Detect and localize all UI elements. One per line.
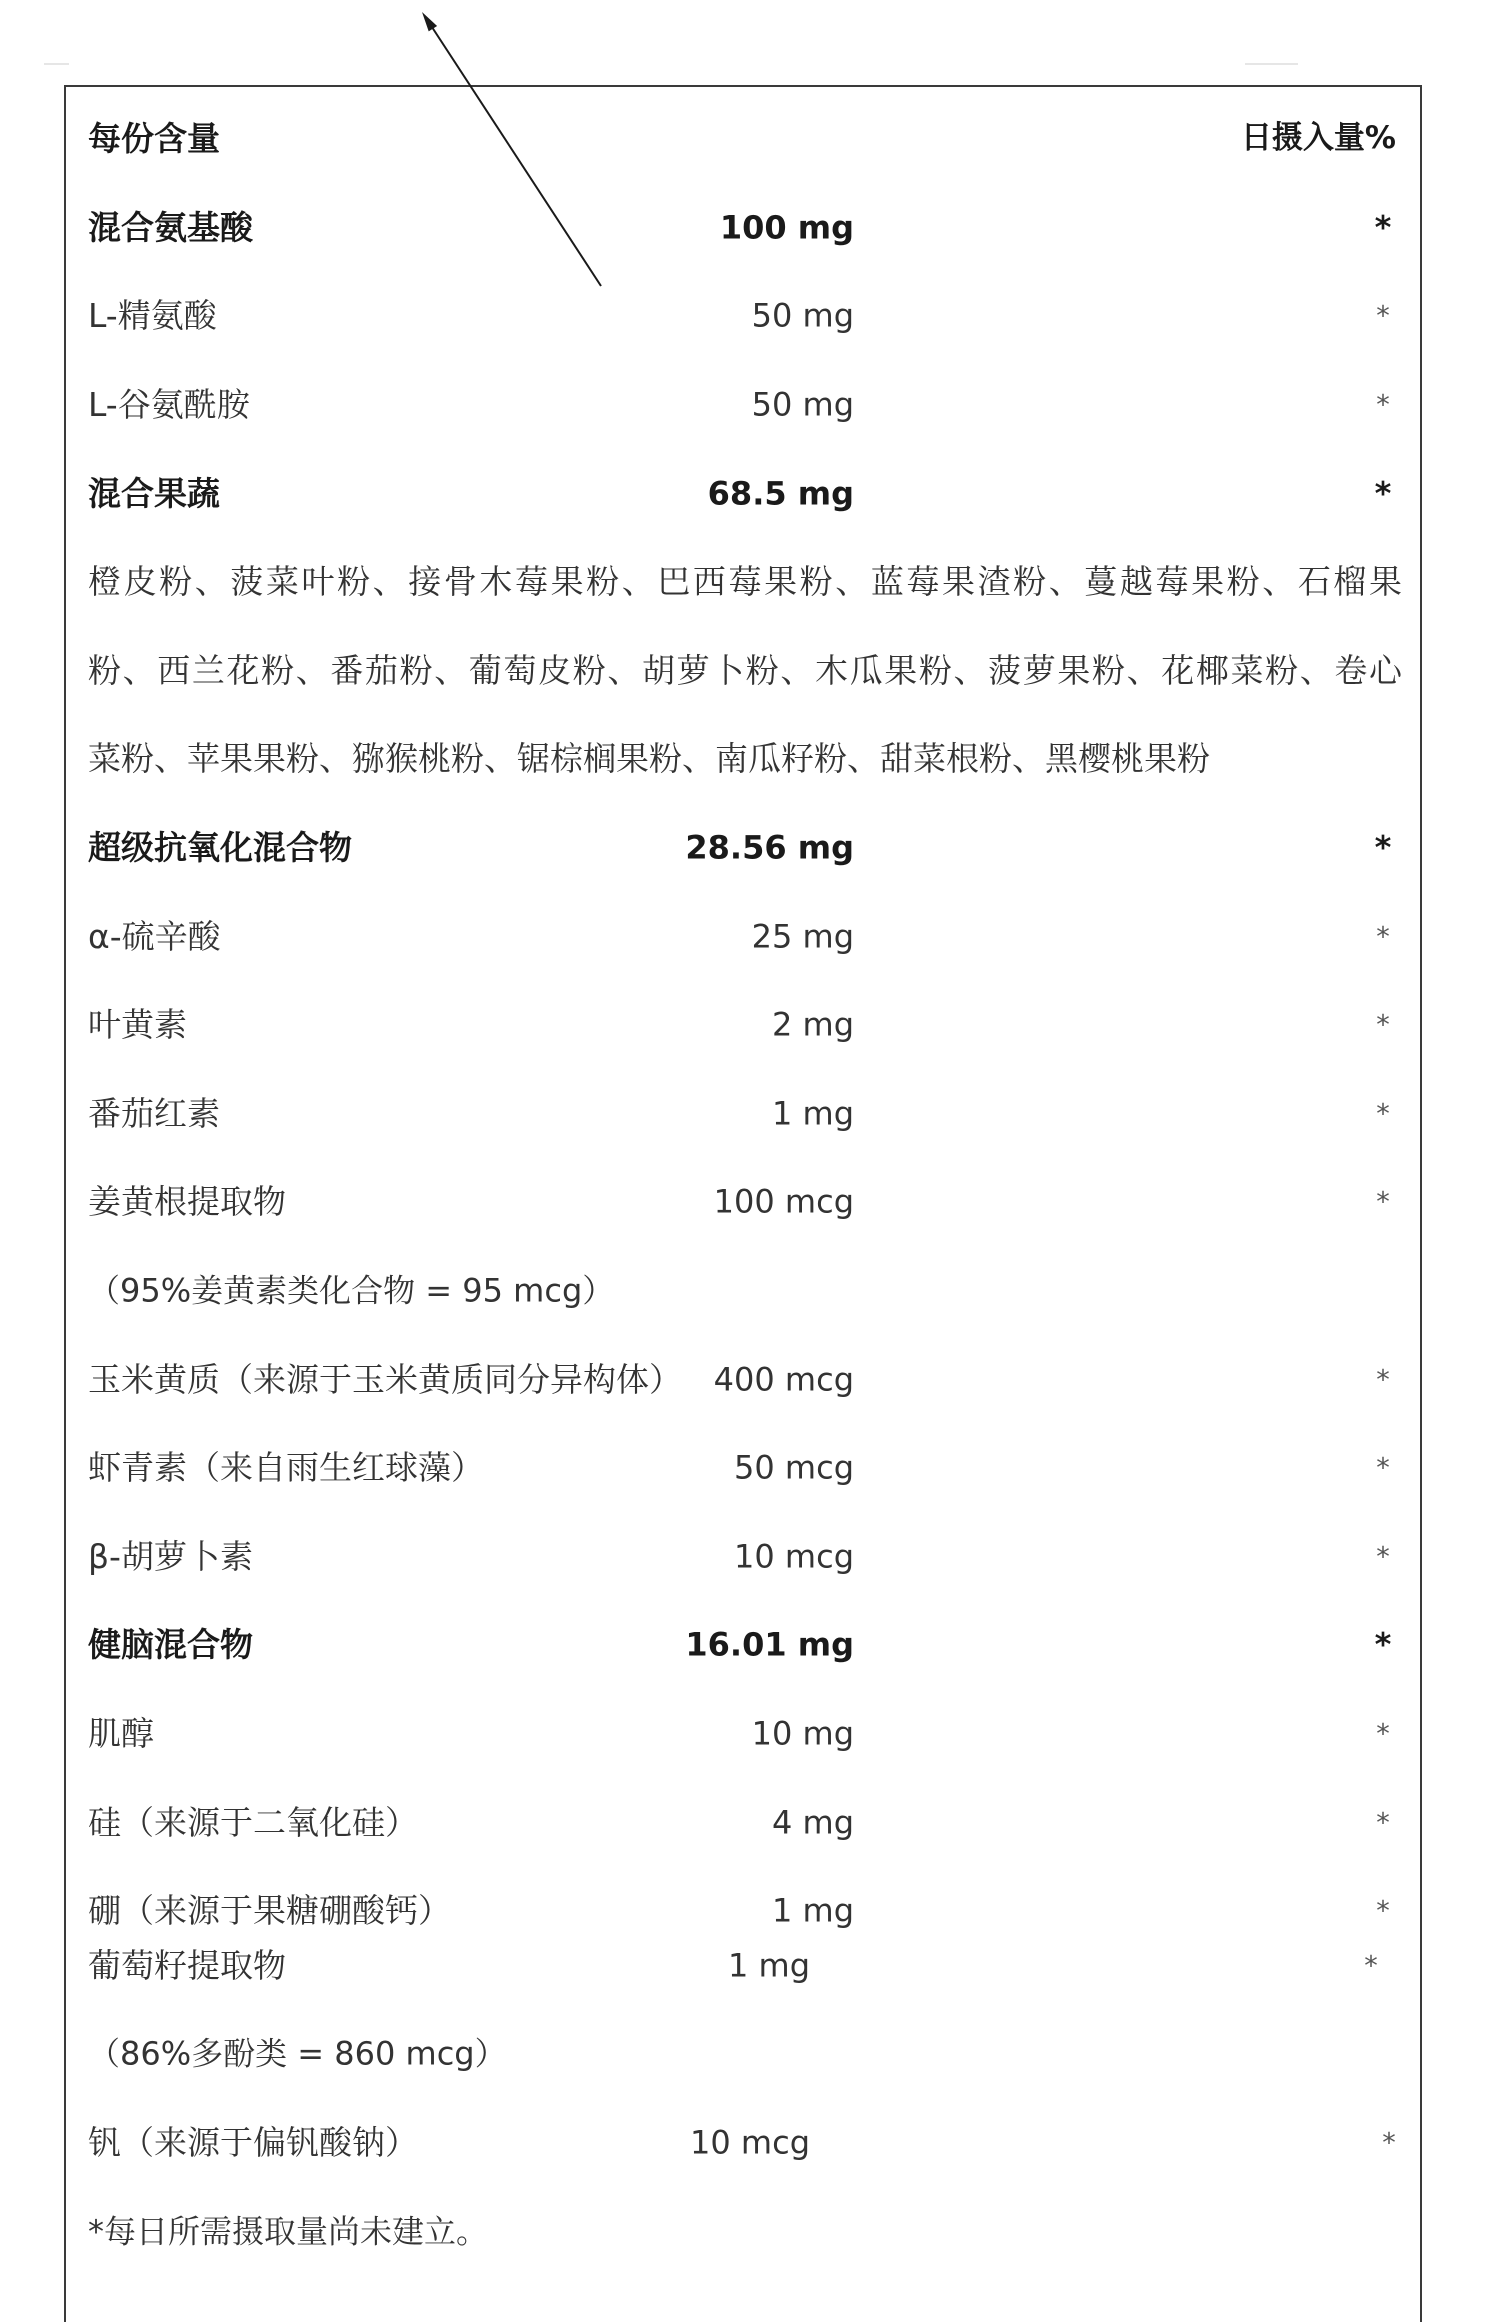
daily-value-heading: 日摄入量% — [1240, 120, 1396, 157]
ingredient-row — [66, 1070, 1420, 1159]
daily-value-marker: * — [1376, 1098, 1390, 1130]
ingredient-amount: 2 mg — [771, 1005, 854, 1044]
page-edge-mark-left — [44, 63, 69, 65]
daily-value-marker: * — [1376, 1452, 1390, 1484]
ingredient-amount: 1 mg — [771, 1891, 854, 1930]
ingredient-name: 肌醇 — [88, 1714, 154, 1754]
ingredient-note: （86%多酚类 = 860 mcg） — [88, 2034, 507, 2073]
daily-value-marker: * — [1382, 2127, 1396, 2159]
ingredient-amount: 50 mcg — [734, 1448, 854, 1487]
ingredient-row — [66, 1335, 1420, 1424]
ingredient-name: 虾青素（来自雨生红球藻） — [88, 1448, 484, 1488]
daily-value-marker: * — [1376, 1718, 1390, 1750]
ingredient-amount: 1 mg — [771, 1094, 854, 1133]
footnote-row — [66, 2187, 1420, 2276]
section-name: 健脑混合物 — [88, 1625, 253, 1665]
daily-value-marker: * — [1364, 1950, 1378, 1982]
section-amount: 28.56 mg — [685, 828, 854, 867]
daily-value-marker: * — [1376, 1895, 1390, 1927]
ingredient-row — [66, 1778, 1420, 1867]
ingredient-amount: 10 mg — [751, 1714, 854, 1753]
ingredient-row — [66, 2099, 1420, 2188]
ingredient-name: L-精氨酸 — [88, 296, 217, 336]
ingredient-list-line — [66, 715, 1420, 804]
section-name: 超级抗氧化混合物 — [88, 828, 352, 868]
section-row-antioxidant-blend — [66, 804, 1420, 893]
ingredient-note: （95%姜黄素类化合物 = 95 mcg） — [88, 1271, 615, 1310]
ingredient-amount: 1 mg — [727, 1946, 810, 1985]
daily-value-marker: * — [1376, 1541, 1390, 1573]
section-amount: 100 mg — [719, 208, 854, 247]
section-row-amino-acid-blend — [66, 184, 1420, 273]
ingredient-row — [66, 981, 1420, 1070]
supplement-facts-panel — [64, 85, 1422, 2322]
ingredient-name: 玉米黄质（来源于玉米黄质同分异构体） — [88, 1359, 682, 1399]
daily-value-marker: * — [1376, 1009, 1390, 1041]
daily-value-marker: * — [1376, 1807, 1390, 1839]
ingredient-name: β-胡萝卜素 — [88, 1536, 253, 1576]
daily-value-marker: * — [1376, 921, 1390, 953]
daily-value-marker: * — [1374, 828, 1392, 867]
daily-value-marker: * — [1374, 474, 1392, 513]
ingredient-name: 姜黄根提取物 — [88, 1182, 286, 1222]
ingredient-amount: 50 mg — [751, 385, 854, 424]
ingredient-note-row — [66, 1247, 1420, 1336]
ingredient-name: 硅（来源于二氧化硅） — [88, 1802, 418, 1842]
ingredient-name: L-谷氨酰胺 — [88, 385, 250, 425]
ingredient-name: 硼（来源于果糖硼酸钙） — [88, 1891, 451, 1931]
ingredient-name: 钒（来源于偏钒酸钠） — [88, 2122, 418, 2162]
daily-value-marker: * — [1376, 300, 1390, 332]
section-name: 混合氨基酸 — [88, 207, 253, 247]
annotation-arrow-head — [422, 12, 437, 31]
section-row-fruit-vegetable-blend — [66, 449, 1420, 538]
section-row-brain-blend — [66, 1601, 1420, 1690]
ingredient-note-row — [66, 2010, 1420, 2099]
daily-value-marker: * — [1376, 1364, 1390, 1396]
daily-value-marker: * — [1374, 1625, 1392, 1664]
section-amount: 16.01 mg — [685, 1625, 854, 1664]
ingredient-amount: 100 mcg — [713, 1183, 854, 1222]
ingredient-list-text: 粉、西兰花粉、番茄粉、葡萄皮粉、胡萝卜粉、木瓜果粉、菠萝果粉、花椰菜粉、卷心 — [88, 650, 1402, 690]
ingredient-amount: 4 mg — [771, 1803, 854, 1842]
ingredient-amount: 25 mg — [751, 917, 854, 956]
ingredient-list-line — [66, 538, 1420, 627]
ingredient-list-line — [66, 627, 1420, 716]
ingredient-row — [66, 892, 1420, 981]
ingredient-row — [66, 1513, 1420, 1602]
daily-value-marker: * — [1376, 1186, 1390, 1218]
ingredient-name: 叶黄素 — [88, 1005, 187, 1045]
per-serving-heading: 每份含量 — [88, 119, 220, 159]
section-amount: 68.5 mg — [707, 474, 854, 513]
ingredient-row — [66, 1921, 1420, 2010]
ingredient-row — [66, 361, 1420, 450]
ingredient-amount: 50 mg — [751, 297, 854, 336]
header-row — [66, 95, 1420, 184]
ingredient-row — [66, 1424, 1420, 1513]
ingredient-row — [66, 1158, 1420, 1247]
ingredient-list-text: 菜粉、苹果果粉、猕猴桃粉、锯棕榈果粉、南瓜籽粉、甜菜根粉、黑樱桃果粉 — [88, 739, 1210, 779]
ingredient-name: α-硫辛酸 — [88, 916, 221, 956]
ingredient-name: 番茄红素 — [88, 1093, 220, 1133]
ingredient-amount: 10 mcg — [690, 2123, 810, 2162]
ingredient-amount: 400 mcg — [713, 1360, 854, 1399]
section-name: 混合果蔬 — [88, 473, 220, 513]
daily-value-marker: * — [1376, 389, 1390, 421]
footnote: *每日所需摄取量尚未建立。 — [88, 2212, 489, 2251]
ingredient-list-text: 橙皮粉、菠菜叶粉、接骨木莓果粉、巴西莓果粉、蓝莓果渣粉、蔓越莓果粉、石榴果 — [88, 562, 1402, 602]
ingredient-amount: 10 mcg — [734, 1537, 854, 1576]
ingredient-name: 葡萄籽提取物 — [88, 1945, 286, 1985]
ingredient-row — [66, 272, 1420, 361]
continuation-block — [66, 1921, 1420, 2275]
facts-rows — [66, 95, 1420, 2276]
daily-value-marker: * — [1374, 208, 1392, 247]
ingredient-row — [66, 1690, 1420, 1779]
page-edge-mark-right — [1245, 63, 1298, 65]
